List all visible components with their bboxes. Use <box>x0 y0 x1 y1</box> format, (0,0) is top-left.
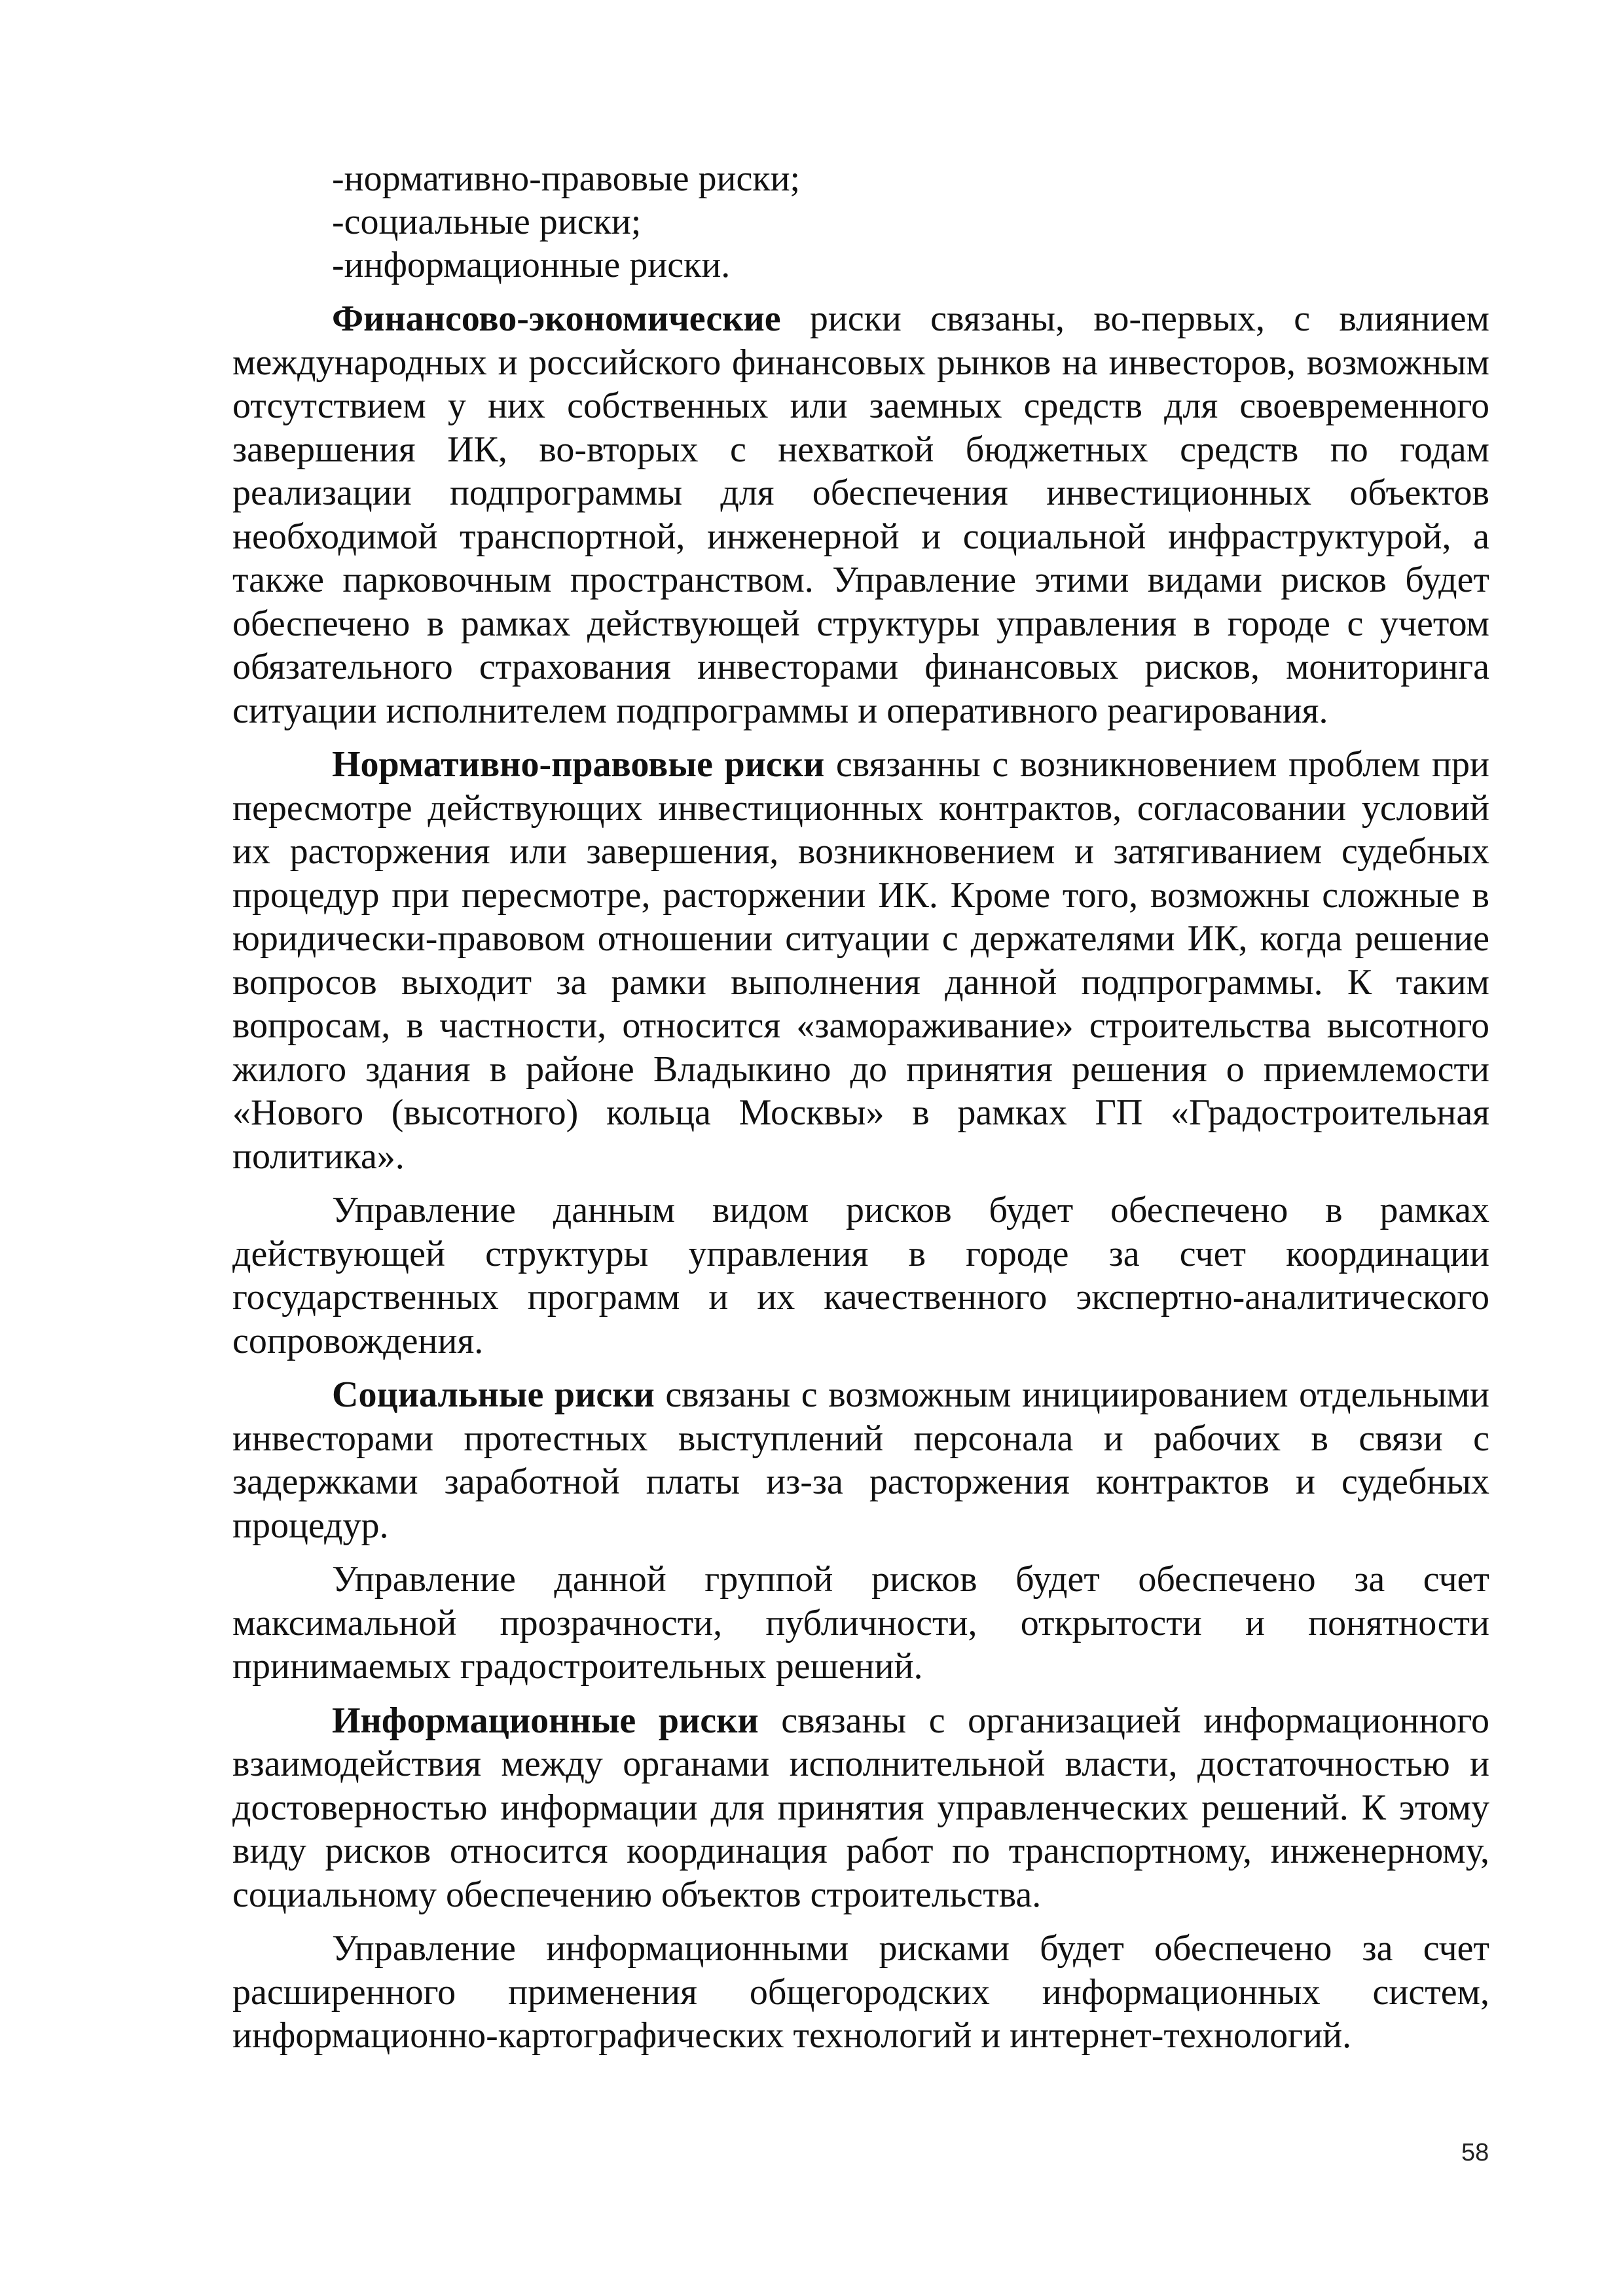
paragraph-lead: Финансово-экономические <box>332 298 781 339</box>
paragraph-text: связанны с возникновением проблем при пересмотре действующих инвестиционных контрактов, согласовании условий их расторжения или завершения, возникновением и затягиванием судебных процедур при пересмотре, расторжении ИК. Кроме того, возможны сложные в юридически-правовом отношении ситуации с держателями ИК, когда решение вопросов выходит за рамки выполнения данной подпрограммы. К таким вопросам, в частности, относится «замораживание» строительства высотного жилого здания в районе Владыкино до принятия решения о приемлемости «Нового (высотного) кольца Москвы» в рамках ГП «Градостроительная политика». <box>232 744 1489 1177</box>
paragraph-lead: Информационные риски <box>332 1700 759 1741</box>
page-number: 58 <box>1461 2139 1489 2166</box>
paragraph-lead: Социальные риски <box>332 1374 655 1415</box>
paragraph-text: Управление информационными рисками будет обеспечено за счет расширенного применения общегородских информационных систем, информационно-картографических технологий и интернет-технологий. <box>232 1928 1489 2056</box>
paragraph-financial-risks <box>232 297 1489 732</box>
paragraph-text: связаны с организацией информационного взаимодействия между органами исполнительной власти, достаточностью и достоверностью информации для принятия управленческих решений. К этому виду рисков относится координация работ по транспортному, инженерному, социальному обеспечению объектов строительства. <box>232 1700 1489 1915</box>
list-item: -нормативно-правовые риски; <box>332 158 801 199</box>
paragraph-social-risk-management <box>232 1558 1489 1689</box>
paragraph-information-risk-management <box>232 1927 1489 2058</box>
list-item: -информационные риски. <box>332 245 731 285</box>
paragraph-legal-risk-management <box>232 1189 1489 1363</box>
paragraph-lead: Нормативно-правовые риски <box>332 744 825 785</box>
list-item: -социальные риски; <box>332 202 642 242</box>
risk-list <box>332 157 1489 287</box>
paragraph-social-risks <box>232 1373 1489 1547</box>
document-page <box>232 157 1489 2058</box>
paragraph-text: Управление данным видом рисков будет обеспечено в рамках действующей структуры управления в городе за счет координации государственных программ и их качественного экспертно-аналитического сопровождения. <box>232 1190 1489 1361</box>
paragraph-legal-risks <box>232 743 1489 1178</box>
paragraph-text: риски связаны, во-первых, с влиянием международных и российского финансовых рынков на инвесторов, возможным отсутствием у них собственных или заемных средств для своевременного завершения ИК, во-вторых с нехваткой бюджетных средств по годам реализации подпрограммы для обеспечения инвестиционных объектов необходимой транспортной, инженерной и социальной инфраструктурой, а также парковочным пространством. Управление этими видами рисков будет обеспечено в рамках действующей структуры управления в городе с учетом обязательного страхования инвесторами финансовых рисков, мониторинга ситуации исполнителем подпрограммы и оперативного реагирования. <box>232 298 1489 731</box>
paragraph-text: Управление данной группой рисков будет обеспечено за счет максимальной прозрачности, публичности, открытости и понятности принимаемых градостроительных решений. <box>232 1559 1489 1687</box>
paragraph-information-risks <box>232 1699 1489 1917</box>
paragraph-text: связаны с возможным инициированием отдельными инвесторами протестных выступлений персонала и рабочих в связи с задержками заработной платы из-за расторжения контрактов и судебных процедур. <box>232 1374 1490 1546</box>
